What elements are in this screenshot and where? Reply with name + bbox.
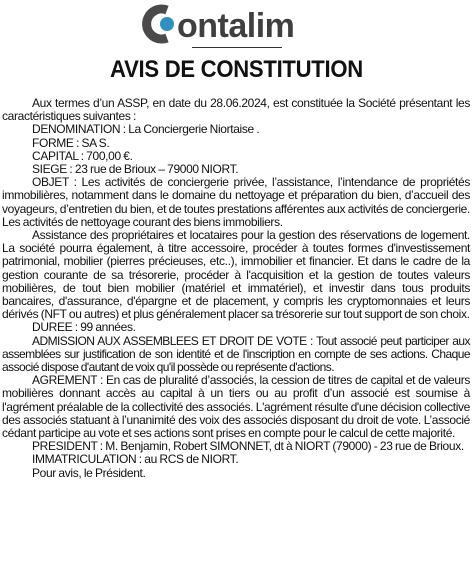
duree-line: DUREE : 99 années. xyxy=(32,320,136,335)
contalim-logo-icon xyxy=(137,2,337,46)
assistance-paragraph: Assistance des propriétaires et locataires pour la gestion des réservations de logement. La société pourra également, à titre accessoire, procéder à toutes formes d'investissement patrimonial, mobilier (pierres précieuses, etc..), immobilier et financier. Et dans le cadre de la gestion courante de sa trésorerie, procéder à l'acquisition et la gestion de toutes valeurs mobilières, de tout bien mobilier (matériel et immatériel), et investir dans tous produits bancaires, d'assurance, d'épargne et de placement, y compris les cryptomonnaies et leurs dérivés (NFT ou autres) et plus généralement placer sa trésorerie sur tout support de son choix. xyxy=(2,228,470,322)
denomination-line: DENOMINATION : La Conciergerie Niortaise . xyxy=(32,122,260,137)
notice-title: AVIS DE CONSTITUTION xyxy=(110,56,363,83)
objet-paragraph: OBJET : Les activités de conciergerie privée, l’assistance, l’intendance de propriétés immobilières, notamment dans le domaine du nettoyage et préparation du bien, d’accueil des voyageurs, d’entretien du bien, et de toutes prestations afférentes aux activités de conciergerie. Les activités de nettoyage courant des biens immobiliers. xyxy=(2,175,470,229)
signature-line: Pour avis, le Président. xyxy=(32,465,146,480)
capital-line: CAPITAL : 700,00 €. xyxy=(32,148,133,163)
agrement-paragraph: AGREMENT : En cas de pluralité d’associés, la cession de titres de capital et de valeurs mobilières donnant accès au capital à un tiers ou au profit d’un associé est soumise à l'agrément préalable de la collectivité des associés. L'agrément résulte d'une décision collective des associés statuant à l’unanimité des voix des associés disposant du droit de vote. L’associé cédant participe au vote et ses actions sont prises en compte pour le calcul de cette majorité. xyxy=(2,373,470,441)
siege-line: SIEGE : 23 rue de Brioux – 79000 NIORT. xyxy=(32,162,239,177)
president-paragraph: PRESIDENT : M. Benjamin, Robert SIMONNET, dt à NIORT (79000) - 23 rue de Brioux. xyxy=(32,439,464,454)
brand-logo xyxy=(0,2,473,46)
forme-line: FORME : SA S. xyxy=(32,135,110,150)
header-divider xyxy=(192,47,282,48)
intro-paragraph: Aux termes d’un ASSP, en date du 28.06.2024, est constituée la Société présentant les caractéristiques suivantes : xyxy=(2,96,470,124)
admission-paragraph: ADMISSION AUX ASSEMBLEES ET DROIT DE VOTE : Tout associé peut participer aux assemblées sur justification de son identité et de l'inscription en compte de ses actions. Chaque associé dispose d'autant de voix qu'il possède ou représente d'actions. xyxy=(2,333,470,375)
immatriculation-line: IMMATRICULATION : au RCS de NIORT. xyxy=(32,452,239,467)
logo-text: ontalim xyxy=(176,7,294,45)
notice-body xyxy=(2,97,470,480)
